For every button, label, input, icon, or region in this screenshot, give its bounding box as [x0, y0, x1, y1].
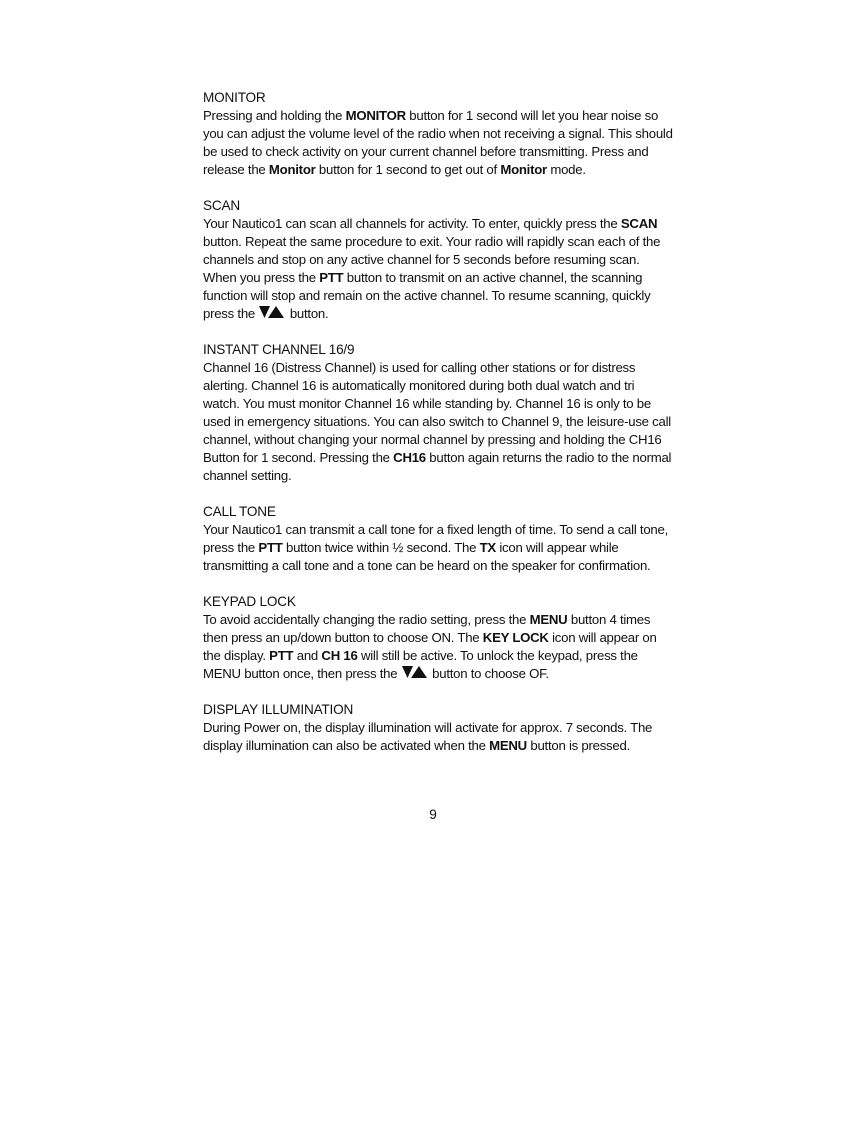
bold-term: SCAN	[620, 216, 658, 231]
text-run: will still be active. To unlock the keypad, press the MENU button once, then press the	[203, 648, 638, 681]
section-paragraph	[203, 719, 673, 755]
text-run: button to choose OF.	[428, 666, 549, 681]
section-heading: DISPLAY ILLUMINATION	[203, 702, 354, 717]
text-run: and	[293, 648, 322, 663]
section-monitor	[203, 89, 673, 179]
section-paragraph	[203, 611, 673, 683]
page-number: 9	[429, 807, 437, 822]
text-run: Channel 16 (Distress Channel) is used for calling other stations or for distress alerting. Channel 16 is automatically monitored during both dual watch and tri watch. You must monitor Channel 16 while standing by. Channel 16 is only to be used in emergency situations. You can also switch to Channel 9, the leisure-use call channel, without changing your normal channel by pressing and holding the CH16 Button for 1 second. Pressing the	[203, 360, 671, 465]
bold-term: PTT	[269, 648, 294, 663]
bold-term: CH 16	[321, 648, 358, 663]
section-scan	[203, 197, 673, 323]
text-run: icon will appear while transmitting a call tone and a tone can be heard on the speaker for confirmation.	[203, 540, 651, 573]
section-heading: MONITOR	[203, 90, 266, 105]
text-run: button twice within ½ second. The	[282, 540, 480, 555]
bold-term: TX	[479, 540, 496, 555]
section-keypad-lock	[203, 593, 673, 683]
text-run: button again returns the radio to the normal channel setting.	[203, 450, 672, 483]
section-paragraph	[203, 215, 673, 323]
bold-term: MENU	[529, 612, 568, 627]
text-run: button for 1 second will let you hear noise so you can adjust the volume level of the radio when not receiving a signal. This should be used to check activity on your current channel before transmitting. Press and release the	[203, 108, 673, 177]
bold-term: CH16	[393, 450, 426, 465]
text-run: button to transmit on an active channel, the scanning function will stop and remain on the active channel. To resume scanning, quickly press the	[203, 270, 651, 321]
section-heading: KEYPAD LOCK	[203, 594, 296, 609]
text-run: mode.	[546, 162, 586, 177]
section-heading: INSTANT CHANNEL 16/9	[203, 342, 355, 357]
bold-term: PTT	[258, 540, 283, 555]
section-paragraph	[203, 107, 673, 179]
bold-term: KEY LOCK	[482, 630, 549, 645]
text-run: Pressing and holding the	[203, 108, 346, 123]
up-down-arrows-icon	[259, 305, 285, 319]
text-run: button is pressed.	[526, 738, 630, 753]
text-run: button for 1 second to get out of	[315, 162, 501, 177]
bold-term: MENU	[489, 738, 527, 753]
text-run: During Power on, the display illumination will activate for approx. 7 seconds. The display illumination can also be activated when the	[203, 720, 653, 753]
manual-page-body	[203, 89, 673, 773]
text-run: To avoid accidentally changing the radio setting, press the	[203, 612, 530, 627]
section-call-tone	[203, 503, 673, 575]
section-instant-channel-16-9	[203, 341, 673, 485]
text-run: Your Nautico1 can scan all channels for activity. To enter, quickly press the	[203, 216, 621, 231]
text-run: button 4 times then press an up/down button to choose ON. The	[203, 612, 651, 645]
text-run: icon will appear on the display.	[203, 630, 657, 663]
section-heading: SCAN	[203, 198, 240, 213]
bold-term: PTT	[319, 270, 344, 285]
bold-term: Monitor	[268, 162, 316, 177]
text-run: button.	[286, 306, 329, 321]
text-run: Your Nautico1 can transmit a call tone for a fixed length of time. To send a call tone, press the	[203, 522, 668, 555]
bold-term: MONITOR	[345, 108, 406, 123]
up-down-arrows-icon	[402, 665, 428, 679]
section-heading: CALL TONE	[203, 504, 276, 519]
section-display-illumination	[203, 701, 673, 755]
section-paragraph	[203, 359, 673, 485]
section-paragraph	[203, 521, 673, 575]
bold-term: Monitor	[500, 162, 547, 177]
text-run: button. Repeat the same procedure to exit. Your radio will rapidly scan each of the channels and stop on any active channel for 5 seconds before resuming scan. When you press the	[203, 234, 661, 285]
